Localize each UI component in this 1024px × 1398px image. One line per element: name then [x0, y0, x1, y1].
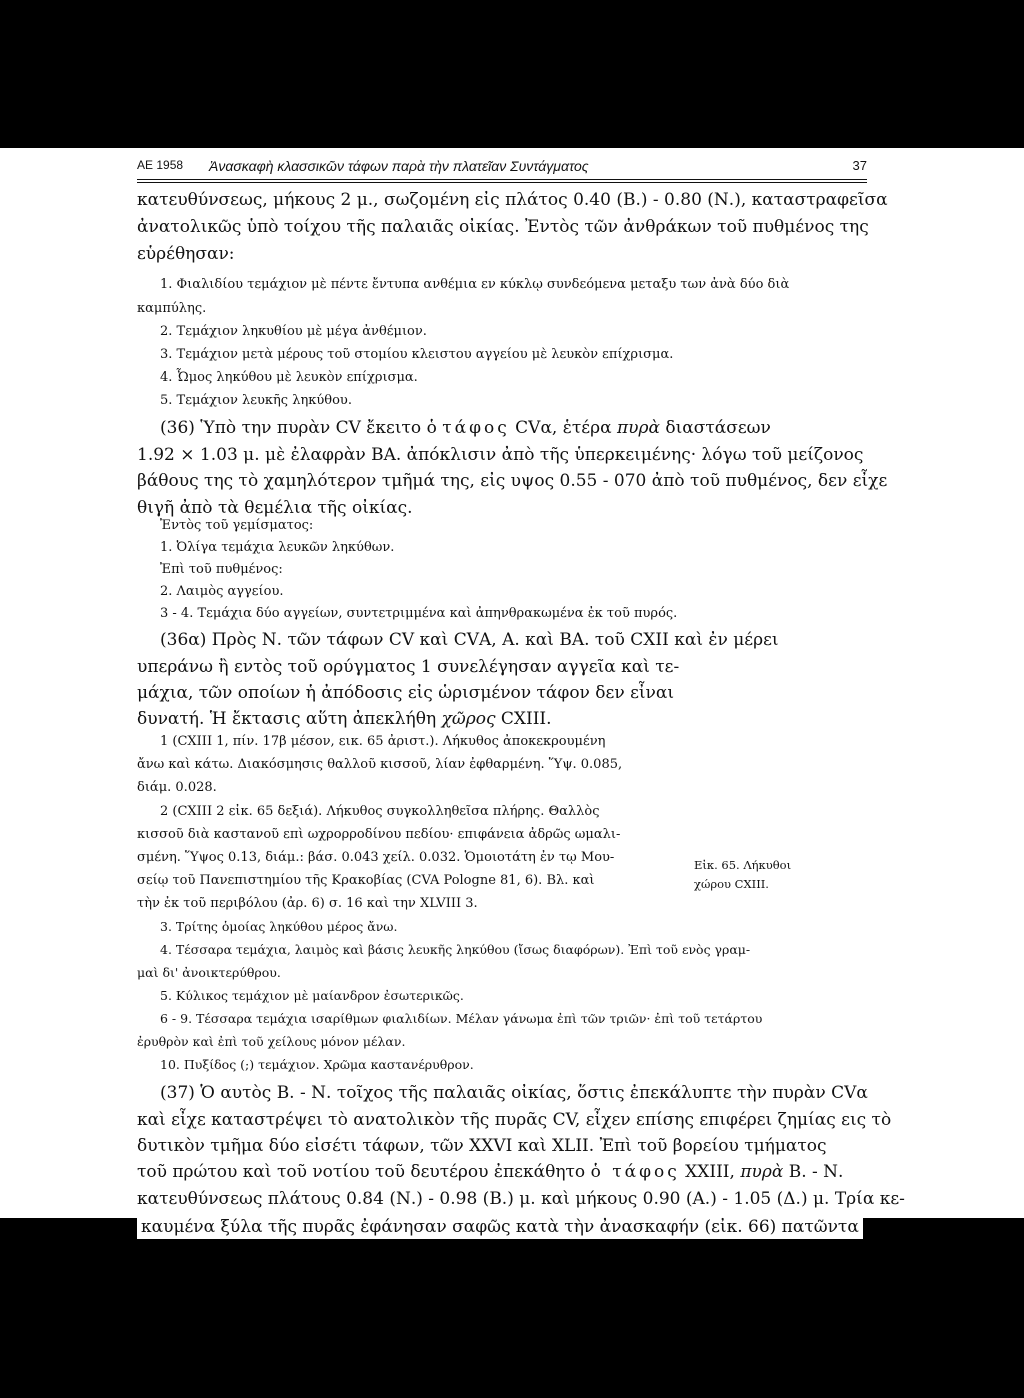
catalogue-item-continued: σμένη. Ὕψος 0.13, διάμ.: βάσ. 0.043 χείλ. 0.032. Ὁμοιοτάτη ἐν τῳ Μου-: [137, 850, 615, 865]
catalogue-item: 1 (CXIII 1, πίν. 17β μέσον, εικ. 65 ἀριστ.). Λήκυθος ἀποκεκρουμένη: [160, 734, 606, 749]
catalogue-item-continued: ἄνω καὶ κάτω. Διακόσμησις θαλλοῦ κισσοῦ, λίαν ἐφθαρμένη. Ὕψ. 0.085,: [137, 757, 623, 772]
text-line: ἀνατολικῶς ὑπὸ τοίχου τῆς παλαιᾶς οἰκίας. Ἐντὸς τῶν ἀνθράκων τοῦ πυθμένος της: [137, 217, 869, 237]
catalogue-item-continued: ἐρυθρὸν καὶ ἐπὶ τοῦ χείλους μόνον μέλαν.: [137, 1034, 406, 1049]
text-line: μάχια, τῶν οποίων ἡ ἀπόδοσις εἰς ὡρισμένον τάφον δεν εἶναι: [137, 683, 675, 703]
text-line: βάθους της τὸ χαμηλότερον τμῆμά της, εἰς υψος 0.55 - 070 ἀπὸ τοῦ πυθμένος, δεν εἶχε: [137, 471, 888, 491]
text-line: θιγῆ ἀπὸ τὰ θεμέλια τῆς οἰκίας.: [137, 498, 413, 518]
catalogue-item: 4. Τέσσαρα τεμάχια, λαιμὸς καὶ βάσις λευκῆς ληκύθου (ἴσως διαφόρων). Ἐπὶ τοῦ ενὸς γραμ-: [160, 942, 751, 957]
catalogue-item: 6 - 9. Τέσσαρα τεμάχια ισαρίθμων φιαλιδίων. Μέλαν γάνωμα ἐπὶ τῶν τριῶν· ἐπὶ τοῦ τετάρτου: [160, 1011, 763, 1026]
catalogue-item-continued: διάμ. 0.028.: [137, 780, 217, 795]
page-number: 37: [852, 158, 867, 173]
section-label: Ἐπὶ τοῦ πυθμένος:: [160, 562, 283, 577]
text-line: κατευθύνσεως πλάτους 0.84 (Ν.) - 0.98 (Β.) μ. καὶ μήκους 0.90 (Α.) - 1.05 (Δ.) μ. Τρία κε-: [137, 1189, 905, 1209]
catalogue-item-continued: μαὶ δι' ἀνοικτερύθρου.: [137, 965, 281, 980]
list-item: 5. Τεμάχιον λευκῆς ληκύθου.: [160, 393, 352, 408]
list-item: 4. Ὦμος ληκύθου μὲ λευκὸν επίχρισμα.: [160, 370, 418, 385]
running-header: [137, 158, 867, 176]
catalogue-item: 10. Πυξίδος (;) τεμάχιον. Χρῶμα καστανέρυθρον.: [160, 1057, 474, 1072]
document-page: [0, 148, 1024, 1218]
figure-caption-line: χώρου CXIII.: [694, 877, 769, 891]
list-item: 2. Τεμάχιον ληκυθίου μὲ μέγα ἀνθέμιον.: [160, 324, 427, 339]
list-item: 1. Ὀλίγα τεμάχια λευκῶν ληκύθων.: [160, 540, 395, 555]
list-item: 1. Φιαλιδίου τεμάχιον μὲ πέντε ἔντυπα ανθέμια εν κύκλῳ συνδεόμενα μεταξυ των ἀνὰ δύο διὰ: [160, 277, 790, 292]
catalogue-item-continued: κισσοῦ διὰ καστανοῦ επὶ ωχρορροδίνου πεδίου· επιφάνεια ἀδρῶς ωμαλι-: [137, 827, 621, 842]
text-line: κατευθύνσεως, μήκους 2 μ., σωζομένη εἰς πλάτος 0.40 (Β.) - 0.80 (Ν.), καταστραφεῖσα: [137, 190, 888, 210]
entry-37-heading: (37) Ὁ αυτὸς Β. - Ν. τοῖχος τῆς παλαιᾶς οἰκίας, ὅστις ἐπεκάλυπτε τὴν πυρὰν CVα: [160, 1083, 868, 1103]
list-item: 2. Λαιμὸς αγγείου.: [160, 584, 284, 599]
text-line: καὶ εἶχε καταστρέψει τὸ ανατολικὸν τῆς πυρᾶς CV, εἶχεν επίσης επιφέρει ζημίας εις τὸ: [137, 1110, 892, 1130]
text-line: τοῦ πρώτου καὶ τοῦ νοτίου τοῦ δευτέρου ἐπεκάθητο ὁ τάφος XXIII, πυρὰ Β. - Ν.: [137, 1162, 844, 1182]
entry-36-heading: (36) Ὑπὸ την πυρὰν CV ἔκειτο ὁ τάφος CVα, ἑτέρα πυρὰ διαστάσεων: [160, 418, 771, 438]
figure-caption-line: Εἰκ. 65. Λήκυθοι: [694, 858, 792, 872]
text-line: δυτικὸν τμῆμα δύο εἰσέτι τάφων, τῶν XXVI καὶ XLII. Ἐπὶ τοῦ βορείου τμήματος: [137, 1136, 827, 1156]
catalogue-item-continued: σείῳ τοῦ Πανεπιστημίου τῆς Κρακοβίας (CVA Pologne 81, 6). Βλ. καὶ: [137, 873, 595, 888]
text-line: εὑρέθησαν:: [137, 244, 235, 264]
running-title: Ἀνασκαφὴ κλασσικῶν τάφων παρὰ τὴν πλατεῖαν Συντάγματος: [209, 158, 589, 174]
header-rule: [137, 179, 867, 183]
catalogue-item: 3. Τρίτης ὁμοίας ληκύθου μέρος ἄνω.: [160, 919, 398, 934]
list-item: 3. Τεμάχιον μετὰ μέρους τοῦ στομίου κλειστου αγγείου μὲ λευκὸν επίχρισμα.: [160, 347, 674, 362]
entry-36a-heading: (36α) Πρὸς Ν. τῶν τάφων CV καὶ CVΑ, Α. καὶ ΒΑ. τοῦ CXII καὶ ἐν μέρει: [160, 630, 779, 650]
catalogue-item: 5. Κύλικος τεμάχιον μὲ μαίανδρον ἐσωτερικῶς.: [160, 988, 464, 1003]
journal-label: ΑΕ 1958: [137, 158, 184, 172]
text-line: υπεράνω ἢ εντὸς τοῦ ορύγματος 1 συνελέγησαν αγγεῖα καὶ τε-: [137, 657, 680, 677]
text-line: 1.92 × 1.03 μ. μὲ ἐλαφρὰν ΒΑ. ἀπόκλισιν ἀπὸ τῆς ὑπερκειμένης· λόγω τοῦ μείζονος: [137, 445, 864, 465]
list-item: 3 - 4. Τεμάχια δύο αγγείων, συντετριμμένα καὶ ἀπηνθρακωμένα ἐκ τοῦ πυρός.: [160, 606, 678, 621]
section-label: Ἐντὸς τοῦ γεμίσματος:: [160, 518, 314, 533]
text-line: δυνατή. Ἡ ἔκτασις αὕτη ἀπεκλήθη χῶρος CXIII.: [137, 709, 552, 729]
catalogue-item-continued: τὴν ἐκ τοῦ περιβόλου (ἀρ. 6) σ. 16 καὶ την XLVIII 3.: [137, 896, 478, 911]
catalogue-item: 2 (CXIII 2 εἰκ. 65 δεξιά). Λήκυθος συγκολληθεῖσα πλήρης. Θαλλὸς: [160, 804, 600, 819]
text-line: καυμένα ξύλα τῆς πυρᾶς ἐφάνησαν σαφῶς κατὰ τὴν ἀνασκαφήν (εἰκ. 66) πατῶντα: [137, 1215, 863, 1239]
list-item-continued: καμπύλης.: [137, 301, 207, 316]
